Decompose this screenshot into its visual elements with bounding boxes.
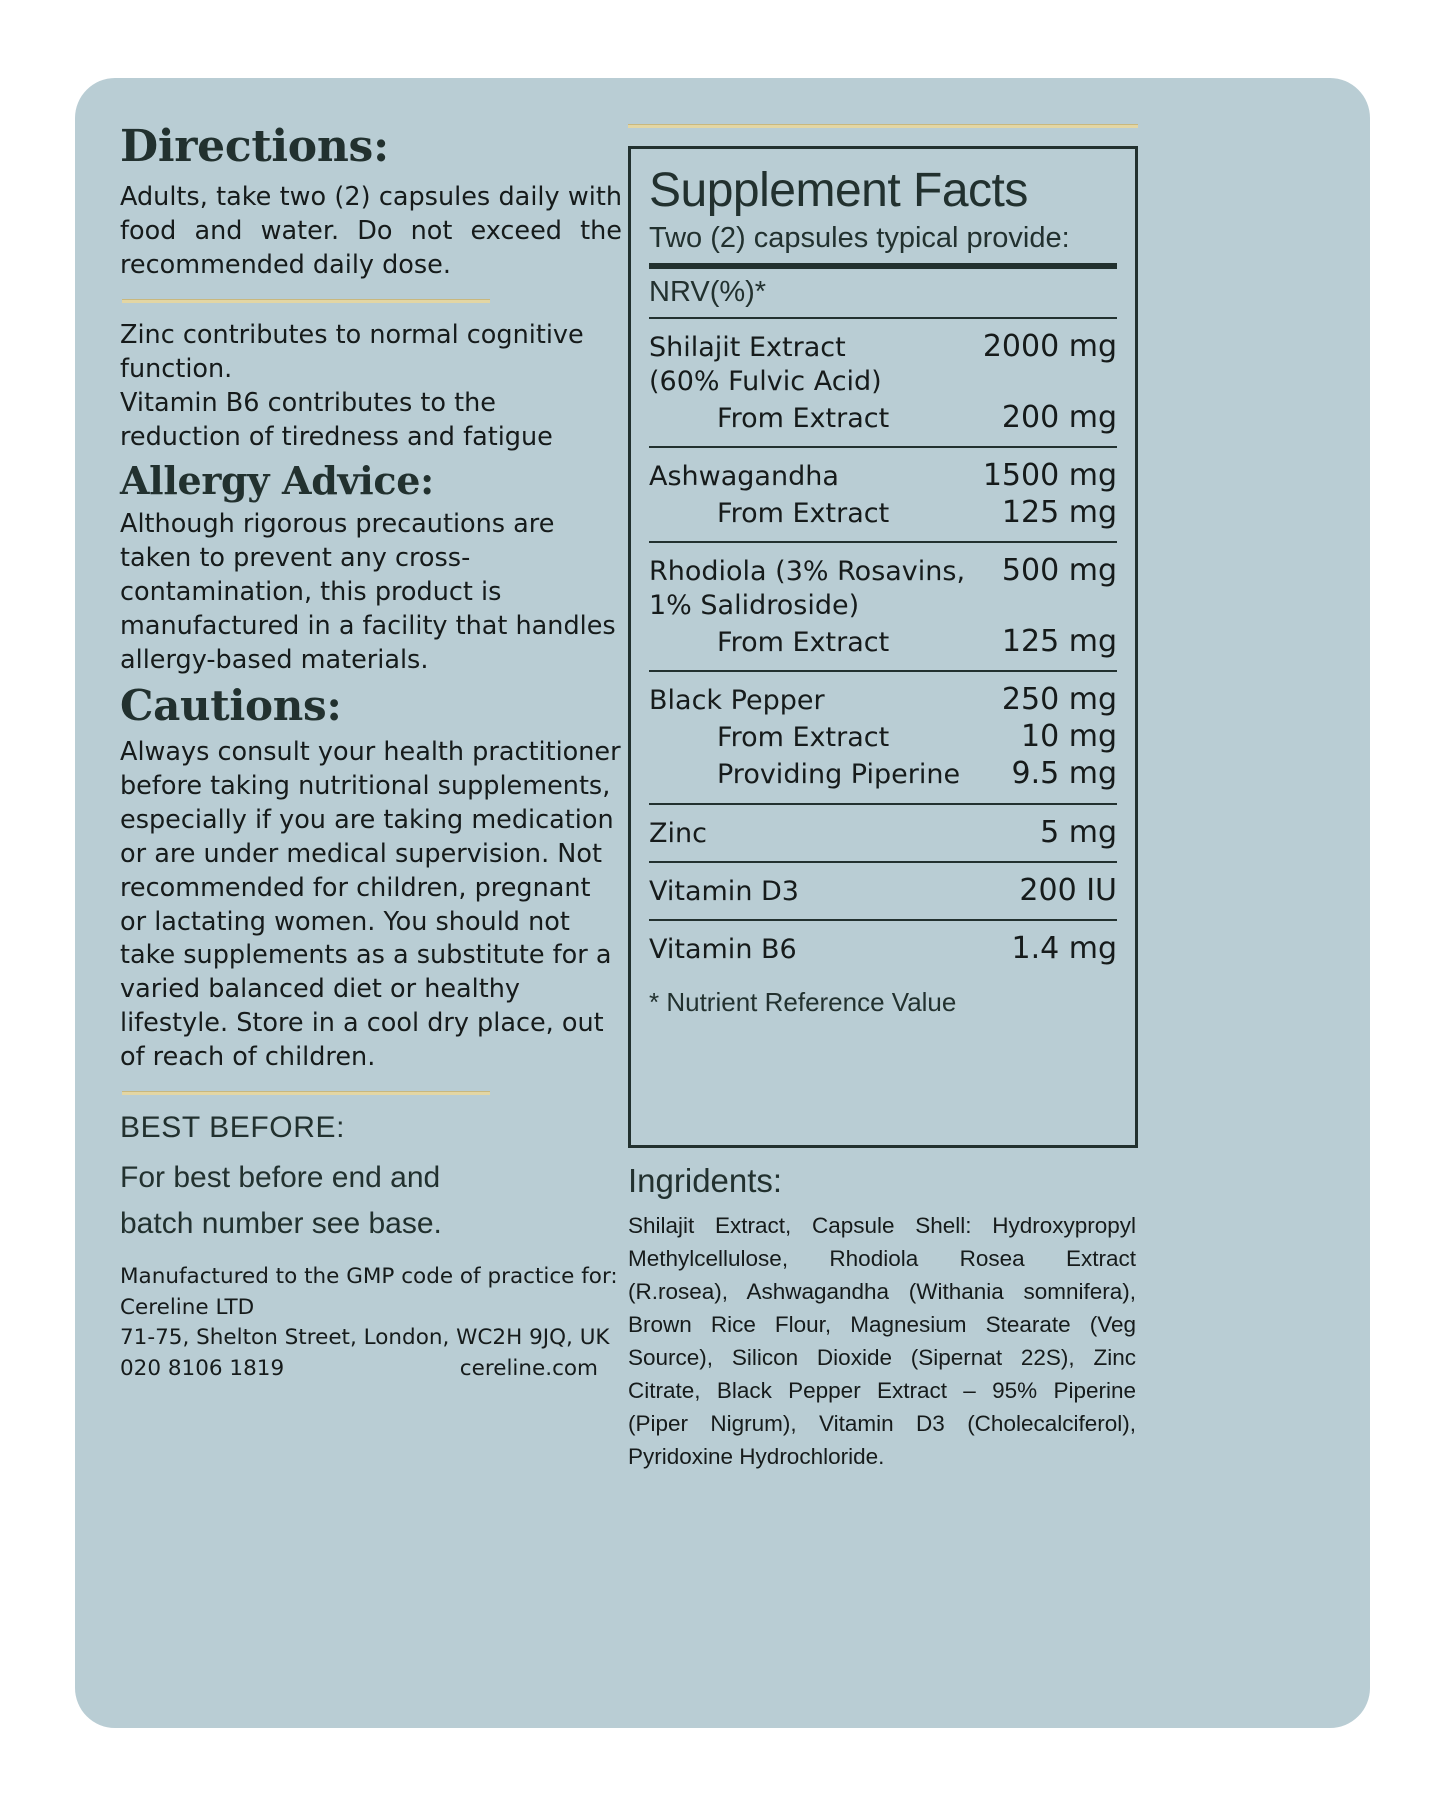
facts-row-name: From Extract xyxy=(717,722,890,754)
manufacturer-phone: 020 8106 1819 xyxy=(120,1355,285,1381)
nrv-footnote: * Nutrient Reference Value xyxy=(649,987,957,1018)
facts-row-name: Rhodiola (3% Rosavins, xyxy=(649,556,966,588)
supplement-facts-title: Supplement Facts xyxy=(649,164,1028,217)
facts-row xyxy=(649,399,1117,436)
allergy-advice-body: Although rigorous precautions are taken to prevent any cross-contamination, this product is manufactured in a facility that handles allergy-based materials. xyxy=(120,509,616,676)
directions-heading: Directions: xyxy=(120,121,389,172)
manufacturer-name: Cereline LTD xyxy=(120,1294,255,1320)
facts-row-amount: 5 mg xyxy=(1040,814,1117,850)
ingredients-heading: Ingridents: xyxy=(628,1162,783,1199)
facts-row-amount: 500 mg xyxy=(1001,553,1117,589)
facts-row-name: Ashwagandha xyxy=(649,460,839,492)
facts-row-amount: 1500 mg xyxy=(982,457,1117,493)
facts-row-name: From Extract xyxy=(717,626,890,658)
ingredients-body: Shilajit Extract, Capsule Shell: Hydroxypropyl Methylcellulose, Rhodiola Rosea Extract (R.rosea), Ashwagandha (Withania somnifera), Brown Rice Flour, Magnesium Stearate (Veg Source), Silicon Dioxide (Sipernat 22S), Zinc Citrate, Black Pepper Extract – 95% Piperine (Piper Nigrum), Vitamin D3 (Cholecalciferol), Pyridoxine Hydrochloride. xyxy=(628,1213,1136,1470)
manufacturer-address: 71-75, Shelton Street, London, WC2H 9JQ, UK xyxy=(120,1325,610,1351)
gold-divider-top xyxy=(122,299,490,303)
gold-divider-right-top xyxy=(628,124,1138,128)
supplement-label-card xyxy=(75,78,1370,1728)
facts-row-name: From Extract xyxy=(717,402,890,434)
facts-row-amount: 2000 mg xyxy=(982,329,1117,365)
facts-row xyxy=(649,718,1117,755)
facts-row-name: Providing Piperine xyxy=(717,759,961,791)
manufacturer-block xyxy=(120,1262,622,1384)
facts-row-name: Black Pepper xyxy=(649,685,825,717)
manufacturer-contact-row xyxy=(120,1354,598,1385)
facts-group xyxy=(649,672,1117,805)
facts-group xyxy=(649,448,1117,543)
facts-row-amount: 125 mg xyxy=(1001,623,1117,659)
facts-row-name: 1% Salidroside) xyxy=(649,590,860,622)
facts-row xyxy=(649,681,1117,718)
facts-row xyxy=(649,494,1117,531)
facts-row xyxy=(649,552,1117,589)
facts-row xyxy=(649,365,1117,398)
supplement-facts-panel xyxy=(628,146,1138,1148)
left-column xyxy=(120,121,622,1384)
best-before-line-2: batch number see base. xyxy=(120,1206,442,1240)
right-column xyxy=(628,124,1138,1474)
facts-group xyxy=(649,921,1117,977)
claim-zinc: Zinc contributes to normal cognitive function. xyxy=(120,319,584,384)
facts-row-amount: 200 IU xyxy=(1019,872,1117,908)
facts-row-name: (60% Fulvic Acid) xyxy=(649,366,882,398)
facts-row xyxy=(649,328,1117,365)
allergy-advice-heading: Allergy Advice: xyxy=(120,457,434,503)
facts-group xyxy=(649,805,1117,863)
facts-row xyxy=(649,589,1117,622)
facts-row-name: Vitamin B6 xyxy=(649,934,797,966)
facts-row-name: Zinc xyxy=(649,817,707,849)
facts-row xyxy=(649,755,1117,792)
facts-row-amount: 1.4 mg xyxy=(1011,931,1117,967)
nrv-header: NRV(%)* xyxy=(649,269,1117,319)
facts-row-name: Shilajit Extract xyxy=(649,332,846,364)
directions-body: Adults, take two (2) capsules daily with food and water. Do not exceed the recommended daily dose. xyxy=(120,182,622,280)
cautions-body: Always consult your health practitioner before taking nutritional supplements, especially if you are taking medication or are under medical supervision. Not recommended for children, pregnant or lactating women. You should not take supplements as a substitute for a varied balanced diet or healthy lifestyle. Store in a cool dry place, out of reach of children. xyxy=(120,737,621,1073)
cautions-heading: Cautions: xyxy=(120,680,342,730)
gold-divider-bottom xyxy=(122,1091,490,1095)
facts-row xyxy=(649,623,1117,660)
facts-row-amount: 9.5 mg xyxy=(1011,756,1117,792)
claim-vitamin-b6: Vitamin B6 contributes to the reduction of tiredness and fatigue xyxy=(120,387,553,452)
facts-group xyxy=(649,319,1117,448)
facts-group xyxy=(649,543,1117,672)
facts-row xyxy=(649,930,1117,967)
facts-row-name: From Extract xyxy=(717,498,890,530)
supplement-facts-subtitle: Two (2) capsules typical provide: xyxy=(649,221,1070,254)
facts-row-amount: 250 mg xyxy=(1001,682,1117,718)
manufacturer-website: cereline.com xyxy=(459,1355,598,1381)
facts-row-amount: 125 mg xyxy=(1001,495,1117,531)
facts-row-amount: 200 mg xyxy=(1001,399,1117,435)
best-before-line-1: For best before end and xyxy=(120,1161,441,1195)
facts-row-amount: 10 mg xyxy=(1021,719,1117,755)
facts-row xyxy=(649,457,1117,494)
facts-row-name: Vitamin D3 xyxy=(649,875,799,907)
best-before-title: BEST BEFORE: xyxy=(120,1111,346,1145)
facts-row xyxy=(649,814,1117,851)
supplement-facts-rows xyxy=(649,319,1117,977)
facts-group xyxy=(649,863,1117,921)
manufacturer-gmp-line: Manufactured to the GMP code of practice for: xyxy=(120,1264,618,1290)
facts-row xyxy=(649,872,1117,909)
